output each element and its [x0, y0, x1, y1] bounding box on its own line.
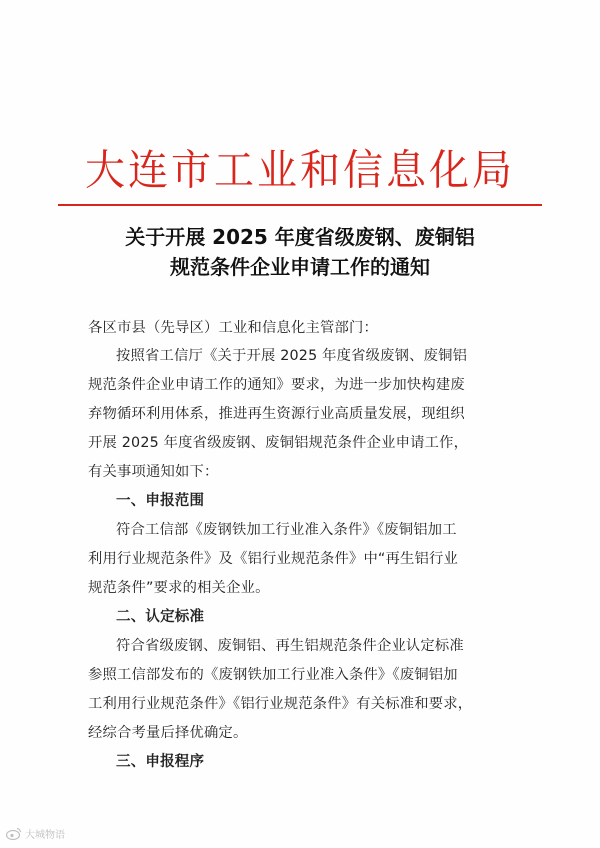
intro-line: 开展 2025 年度省级废钢、废铜铝规范条件企业申请工作， [88, 435, 469, 451]
section-criteria-line: 工利用行业规范条件》《铝行业规范条件》有关标准和要求， [88, 696, 473, 712]
intro-line: 有关事项通知如下： [88, 464, 219, 480]
section-scope-line: 规范条件”要求的相关企业。 [88, 580, 270, 596]
weibo-logo-icon [6, 827, 22, 840]
section-heading-procedure: 三、申报程序 [116, 754, 205, 770]
section-scope-line: 利用行业规范条件》及《铝行业规范条件》中“再生铝行业 [88, 551, 459, 567]
section-criteria-line: 参照工信部发布的《废钢铁加工行业准入条件》《废铜铝加 [88, 667, 458, 683]
watermark-text: 大城物语 [25, 830, 65, 841]
document-body [88, 0, 512, 848]
issuing-organization-header: 大连市工业和信息化局 [85, 146, 515, 196]
section-criteria-line: 符合省级废钢、废铜铝、再生铝规范条件企业认定标准 [116, 638, 464, 654]
watermark [6, 826, 65, 841]
intro-line: 弃物循环利用体系，推进再生资源行业高质量发展，现组织 [88, 406, 465, 422]
intro-line: 按照省工信厅《关于开展 2025 年度省级废钢、废铜铝 [116, 348, 468, 364]
intro-line: 规范条件企业申请工作的通知》要求，为进一步加快构建废 [88, 377, 465, 393]
section-heading-scope: 一、申报范围 [116, 493, 205, 509]
document-title-line-2: 规范条件企业申请工作的通知 [170, 255, 430, 279]
salutation: 各区市县（先导区）工业和信息化主管部门： [88, 320, 378, 336]
section-criteria-line: 经综合考量后择优确定。 [88, 725, 248, 741]
document-title-line-1: 关于开展 2025 年度省级废钢、废铜铝 [125, 225, 475, 249]
section-scope-line: 符合工信部《废钢铁加工行业准入条件》《废铜铝加工 [116, 522, 457, 538]
section-heading-criteria: 二、认定标准 [116, 609, 205, 625]
